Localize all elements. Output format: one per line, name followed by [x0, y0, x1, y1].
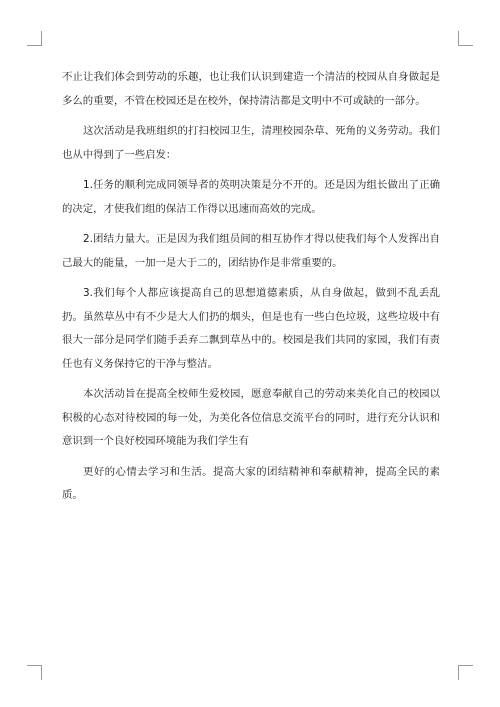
paragraph-activity-summary: 这次活动是我班组织的打扫校园卫生，清理校园杂草、死角的义务劳动。我们也从中得到了一些启发：: [62, 125, 440, 161]
paragraph-point-2: 2.团结力量大。正是因为我们组员间的相互协作才得以使我们每个人发挥出自己最大的能量，一加一是大于二的，团结协作是非常重要的。: [62, 233, 440, 269]
paragraph-continuation: 不止让我们体会到劳动的乐趣，也让我们认识到建造一个清洁的校园从自身做起是多么的重要，不管在校园还是在校外，保持清洁都是文明中不可或缺的一部分。: [62, 71, 440, 107]
crop-mark-top-right: [458, 31, 473, 46]
crop-mark-bottom-left: [27, 665, 42, 680]
paragraph-purpose: 本次活动旨在提高全校师生爱校园，愿意奉献自己的劳动来美化自己的校园以积极的心态对待校园的每一处，为美化各位信息交流平台的同时，进行充分认识和意识到一个良好校园环境能为我们学生有: [62, 388, 440, 447]
paragraph-point-1: 1.任务的顺利完成同领导者的英明决策是分不开的。还是因为组长做出了正确的决定，才使我们组的保洁工作得以迅速而高效的完成。: [62, 179, 440, 215]
paragraph-closing: 更好的心情去学习和生活。提高大家的团结精神和奉献精神，提高全民的素质。: [62, 465, 440, 501]
document-body: [62, 66, 440, 515]
crop-mark-top-left: [27, 31, 42, 46]
paragraph-point-3: 3.我们每个人都应该提高自己的思想道德素质，从自身做起，做到不乱丢乱扔。虽然草丛中有不少是大人们扔的烟头，但是也有一些白色垃圾，这些垃圾中有很大一部分是同学们随手丢弃二飘到草丛中的。校园是我们共同的家园，我们有责任也有义务保持它的干净与整洁。: [62, 287, 440, 370]
crop-mark-bottom-right: [458, 665, 473, 680]
